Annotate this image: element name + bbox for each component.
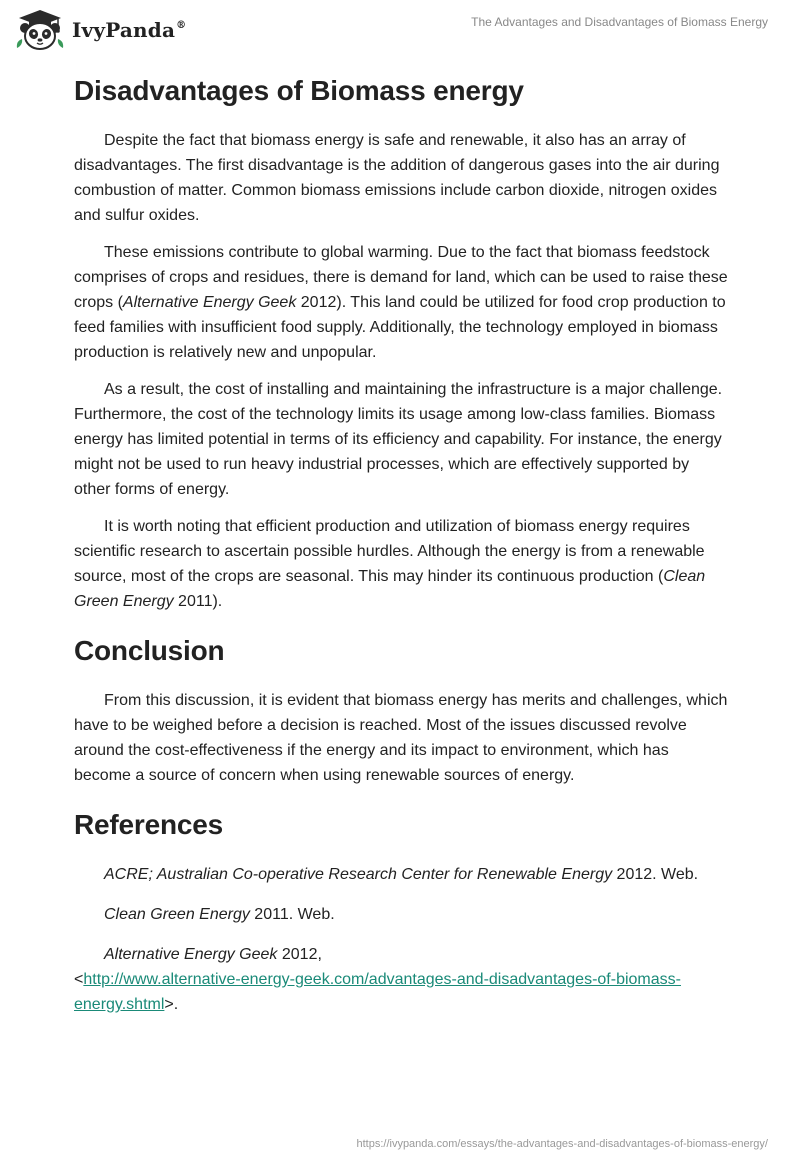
essay-body <box>74 74 730 1032</box>
paragraph-1: Despite the fact that biomass energy is safe and renewable, it also has an array of disadvantages. The first disadvantage is the addition of dangerous gases into the air during combustion of matter. Common biomass emissions include carbon dioxide, nitrogen oxides and sulfur oxides. <box>74 132 720 224</box>
footer-source-url: https://ivypanda.com/essays/the-advantages-and-disadvantages-of-biomass-energy/ <box>356 1138 768 1150</box>
logo[interactable] <box>14 8 186 52</box>
brand-name: IvyPanda® <box>72 18 187 42</box>
paragraph-4: It is worth noting that efficient production and utilization of biomass energy requires scientific research to ascertain possible hurdles. Although the energy is from a renewable source, most of the crops are seasonal. This may hinder its continuous production (Clean Green Energy 2011). <box>74 518 706 610</box>
panda-logo-icon <box>14 8 66 52</box>
citation-alternative-energy-geek: Alternative Energy Geek <box>122 294 297 311</box>
heading-disadvantages: Disadvantages of Biomass energy <box>74 75 524 106</box>
citation-clean-green-energy: Clean Green Energy <box>74 568 706 610</box>
heading-conclusion: Conclusion <box>74 635 225 666</box>
reference-1: ACRE; Australian Co-operative Research Center for Renewable Energy 2012. Web. <box>104 866 699 883</box>
registered-mark: ® <box>176 20 187 31</box>
page-header <box>0 0 800 60</box>
paragraph-3: As a result, the cost of installing and maintaining the infrastructure is a major challenge. Furthermore, the cost of the technology limits its usage among low-class families. Biomass energy has limited potential in terms of its efficiency and capability. For instance, the energy might not be used to run heavy industrial processes, which are effectively supported by other forms of energy. <box>74 381 723 498</box>
paragraph-2: These emissions contribute to global warming. Due to the fact that biomass feedstock comprises of crops and residues, there is demand for land, which can be used to raise these crops (Alternative Energy Geek 2012). This land could be utilized for food crop production to feed families with insufficient food supply. Additionally, the technology employed in biomass production is relatively new and unpopular. <box>74 244 728 361</box>
document-title: The Advantages and Disadvantages of Biomass Energy <box>471 15 768 29</box>
conclusion-paragraph: From this discussion, it is evident that biomass energy has merits and challenges, which have to be weighed before a decision is reached. Most of the issues discussed revolve around the cost-effectiveness if the energy and its impact to environment, which has become a source of concern when using renewable sources of energy. <box>74 692 728 784</box>
reference-3: Alternative Energy Geek 2012, <http://www.alternative-energy-geek.com/advantages-and-disadvantages-of-biomass-energy.shtml>. <box>74 946 681 1013</box>
reference-3-link[interactable]: http://www.alternative-energy-geek.com/advantages-and-disadvantages-of-biomass-energy.shtml <box>74 971 681 1013</box>
reference-2: Clean Green Energy 2011. Web. <box>104 906 335 923</box>
heading-references: References <box>74 809 223 840</box>
